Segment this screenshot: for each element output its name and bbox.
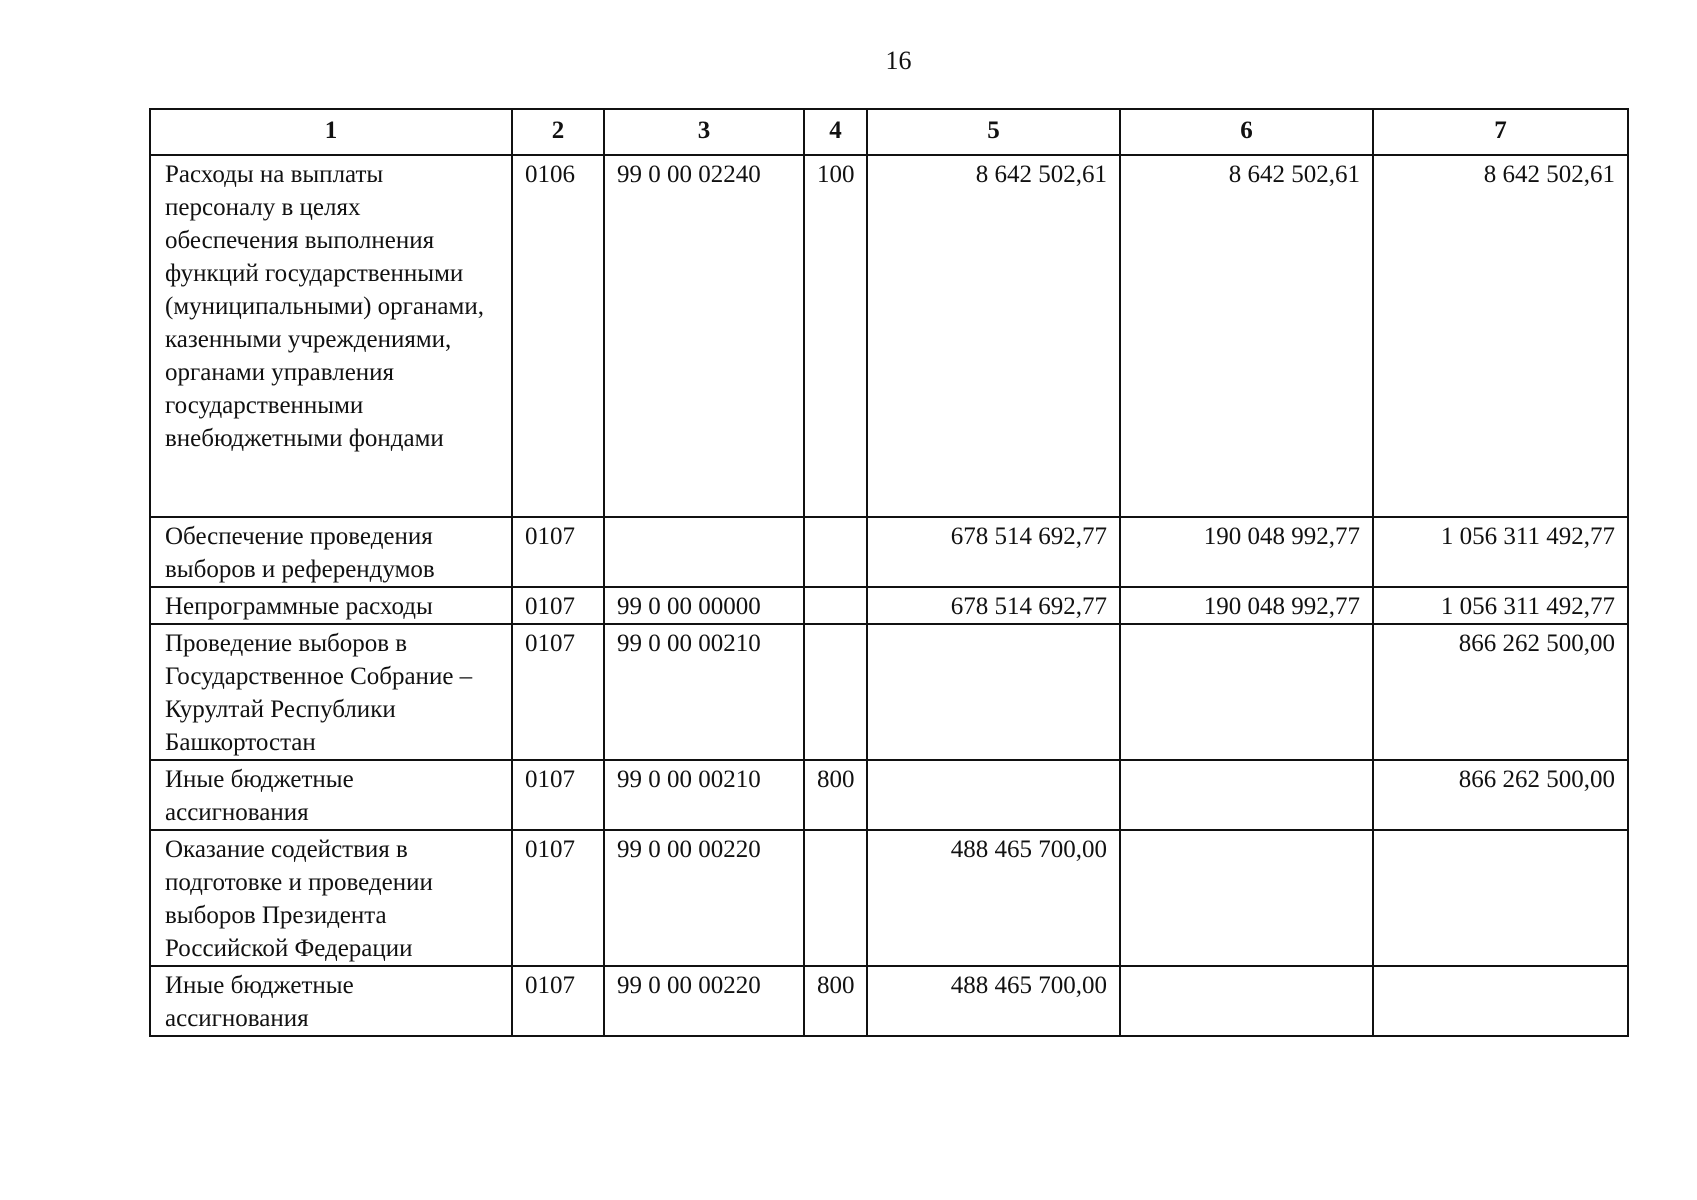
- amount-col6-cell: 190 048 992,77: [1120, 587, 1373, 624]
- table-row: [150, 966, 1628, 1036]
- amount-col7-cell: 866 262 500,00: [1373, 760, 1628, 830]
- row-name-cell: Расходы на выплаты персоналу в целях обеспечения выполнения функций государственными (муниципальными) органами, казенными учреждениями, органами управления государственными внебюджетными фондами: [150, 155, 512, 517]
- row-name-cell: Непрограммные расходы: [150, 587, 512, 624]
- table-row: [150, 587, 1628, 624]
- column-header-7: 7: [1373, 109, 1628, 155]
- section-code-cell: 0107: [512, 966, 604, 1036]
- column-header-5: 5: [867, 109, 1120, 155]
- row-name-cell: Проведение выборов в Государственное Собрание – Курултай Республики Башкортостан: [150, 624, 512, 760]
- amount-col7-cell: 1 056 311 492,77: [1373, 517, 1628, 587]
- amount-col7-cell: [1373, 966, 1628, 1036]
- page-number: 16: [885, 46, 912, 75]
- expense-type-cell: [804, 517, 867, 587]
- amount-col5-cell: 678 514 692,77: [867, 517, 1120, 587]
- column-header-2: 2: [512, 109, 604, 155]
- amount-col5-cell: [867, 760, 1120, 830]
- expense-type-cell: [804, 587, 867, 624]
- amount-col5-cell: [867, 624, 1120, 760]
- target-code-cell: 99 0 00 00210: [604, 624, 804, 760]
- amount-col6-cell: [1120, 760, 1373, 830]
- amount-col5-cell: 8 642 502,61: [867, 155, 1120, 517]
- target-code-cell: 99 0 00 00220: [604, 830, 804, 966]
- table-row: [150, 624, 1628, 760]
- expense-type-cell: 800: [804, 760, 867, 830]
- section-code-cell: 0107: [512, 587, 604, 624]
- row-name-cell: Иные бюджетные ассигнования: [150, 760, 512, 830]
- amount-col5-cell: 678 514 692,77: [867, 587, 1120, 624]
- expense-type-cell: [804, 830, 867, 966]
- amount-col7-cell: 1 056 311 492,77: [1373, 587, 1628, 624]
- amount-col6-cell: [1120, 966, 1373, 1036]
- amount-col7-cell: 8 642 502,61: [1373, 155, 1628, 517]
- table-row: [150, 830, 1628, 966]
- target-code-cell: 99 0 00 02240: [604, 155, 804, 517]
- section-code-cell: 0106: [512, 155, 604, 517]
- row-name-cell: Обеспечение проведения выборов и референдумов: [150, 517, 512, 587]
- amount-col7-cell: 866 262 500,00: [1373, 624, 1628, 760]
- column-header-3: 3: [604, 109, 804, 155]
- section-code-cell: 0107: [512, 624, 604, 760]
- section-code-cell: 0107: [512, 830, 604, 966]
- amount-col6-cell: [1120, 624, 1373, 760]
- target-code-cell: 99 0 00 00000: [604, 587, 804, 624]
- amount-col5-cell: 488 465 700,00: [867, 966, 1120, 1036]
- column-header-6: 6: [1120, 109, 1373, 155]
- column-header-4: 4: [804, 109, 867, 155]
- section-code-cell: 0107: [512, 760, 604, 830]
- target-code-cell: 99 0 00 00210: [604, 760, 804, 830]
- target-code-cell: 99 0 00 00220: [604, 966, 804, 1036]
- amount-col6-cell: 8 642 502,61: [1120, 155, 1373, 517]
- amount-col7-cell: [1373, 830, 1628, 966]
- amount-col6-cell: [1120, 830, 1373, 966]
- table-header-row: [150, 109, 1628, 155]
- target-code-cell: [604, 517, 804, 587]
- budget-table: [149, 108, 1629, 1037]
- amount-col6-cell: 190 048 992,77: [1120, 517, 1373, 587]
- expense-type-cell: 100: [804, 155, 867, 517]
- section-code-cell: 0107: [512, 517, 604, 587]
- table-row: [150, 517, 1628, 587]
- table-row: [150, 760, 1628, 830]
- column-header-1: 1: [150, 109, 512, 155]
- row-name-cell: Иные бюджетные ассигнования: [150, 966, 512, 1036]
- expense-type-cell: [804, 624, 867, 760]
- expense-type-cell: 800: [804, 966, 867, 1036]
- amount-col5-cell: 488 465 700,00: [867, 830, 1120, 966]
- table-row: [150, 155, 1628, 517]
- row-name-cell: Оказание содействия в подготовке и проведении выборов Президента Российской Федерации: [150, 830, 512, 966]
